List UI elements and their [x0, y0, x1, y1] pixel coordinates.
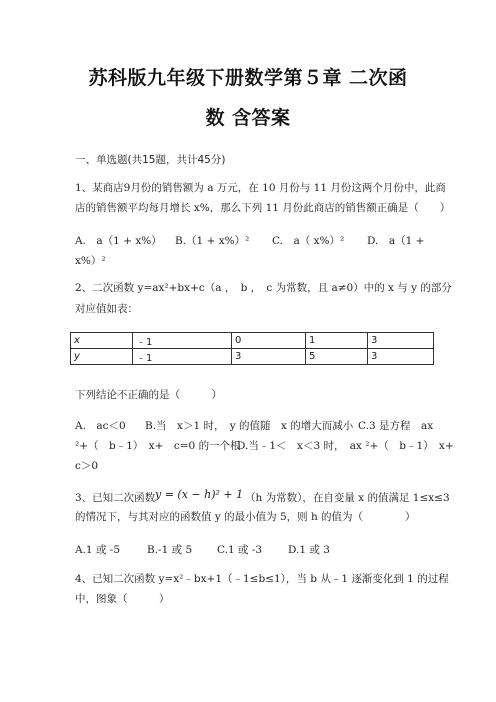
q2-prompt: 下列结论不正确的是（ ）: [75, 389, 222, 401]
q3-option-c: C.1 或 -3: [217, 544, 263, 556]
q2-option-d-continued: c＞0: [75, 460, 99, 472]
table-cell: x: [71, 333, 133, 349]
q3-option-b: B.-1 或 5: [147, 544, 193, 556]
table-cell: 0: [232, 333, 306, 349]
section-heading: 一、单选题(共15题，共计45分): [75, 154, 226, 166]
q2-option-d: D.当﹣1＜ x＜3 时， ax ²+（ b﹣1） x+: [237, 440, 454, 452]
table-cell: ﹣1: [133, 333, 232, 349]
title-line-1: 苏科版九年级下册数学第５章 二次函: [88, 67, 408, 89]
q1-option-d: D. a（1 +: [367, 235, 425, 247]
table-row: [71, 333, 434, 349]
q2-option-a: A. ac＜0: [75, 420, 126, 432]
table-cell: 3: [368, 349, 434, 365]
table-cell: 5: [306, 349, 368, 365]
table-cell: 1: [306, 333, 368, 349]
q2-option-c-continued: ²+（ b﹣1） x+ c=0 的一个根: [75, 440, 241, 452]
q1-option-a: A. a（1 + x%）: [75, 235, 162, 247]
table-cell: 3: [232, 349, 306, 365]
table-cell: 3: [368, 333, 434, 349]
q2-stem-line-2: 对应值如表：: [75, 303, 138, 315]
table-row: [71, 349, 434, 365]
q1-stem-line-2: 店的销售额平均每月增长 x%，那么下列 11 月份此商店的销售额正确是（ ）: [75, 202, 451, 214]
q4-stem-line-1: 4、已知二次函数 y=x²﹣bx+1（﹣1≤b≤1），当 b 从﹣1 逐渐变化到 1 的过程: [75, 573, 449, 585]
q3-stem-prefix: 3、已知二次函数: [75, 492, 156, 504]
q4-stem-line-2: 中，图象（ ）: [75, 593, 170, 605]
q3-option-a: A.1 或 -5: [75, 544, 121, 556]
table-cell: y: [71, 349, 133, 365]
q3-stem-suffix: （h 为常数），在自变量 x 的值满足 1≤x≤3: [245, 492, 450, 504]
q1-option-b: B.（1 + x%）²: [175, 235, 250, 247]
q2-stem-line-1: 2、二次函数 y=ax²+bx+c（a ， b ， c 为常数，且 a≠0）中的 x 与 y 的部分: [75, 282, 452, 294]
value-table: [70, 332, 434, 365]
title-line-2: 数 含答案: [205, 107, 291, 129]
q2-option-b: B.当 x＞1 时， y 的值随 x 的增大而减小: [145, 420, 354, 432]
q3-option-d: D.1 或 3: [288, 544, 330, 556]
q1-stem-line-1: 1、某商店9月份的销售额为 a 万元，在 10 月份与 11 月份这两个月份中，此商: [75, 182, 446, 194]
q1-option-d-continued: x%）²: [75, 255, 106, 267]
q3-formula: y = (x − h)² + 1: [155, 488, 244, 501]
q2-option-c: C.3 是方程 ax: [358, 420, 434, 432]
table-cell: ﹣1: [133, 349, 232, 365]
q3-stem-line-2: 的情况下，与其对应的函数值 y 的最小值为 5，则 h 的值为（ ）: [75, 511, 416, 523]
q1-option-c: C. a（ x%）²: [272, 235, 345, 247]
